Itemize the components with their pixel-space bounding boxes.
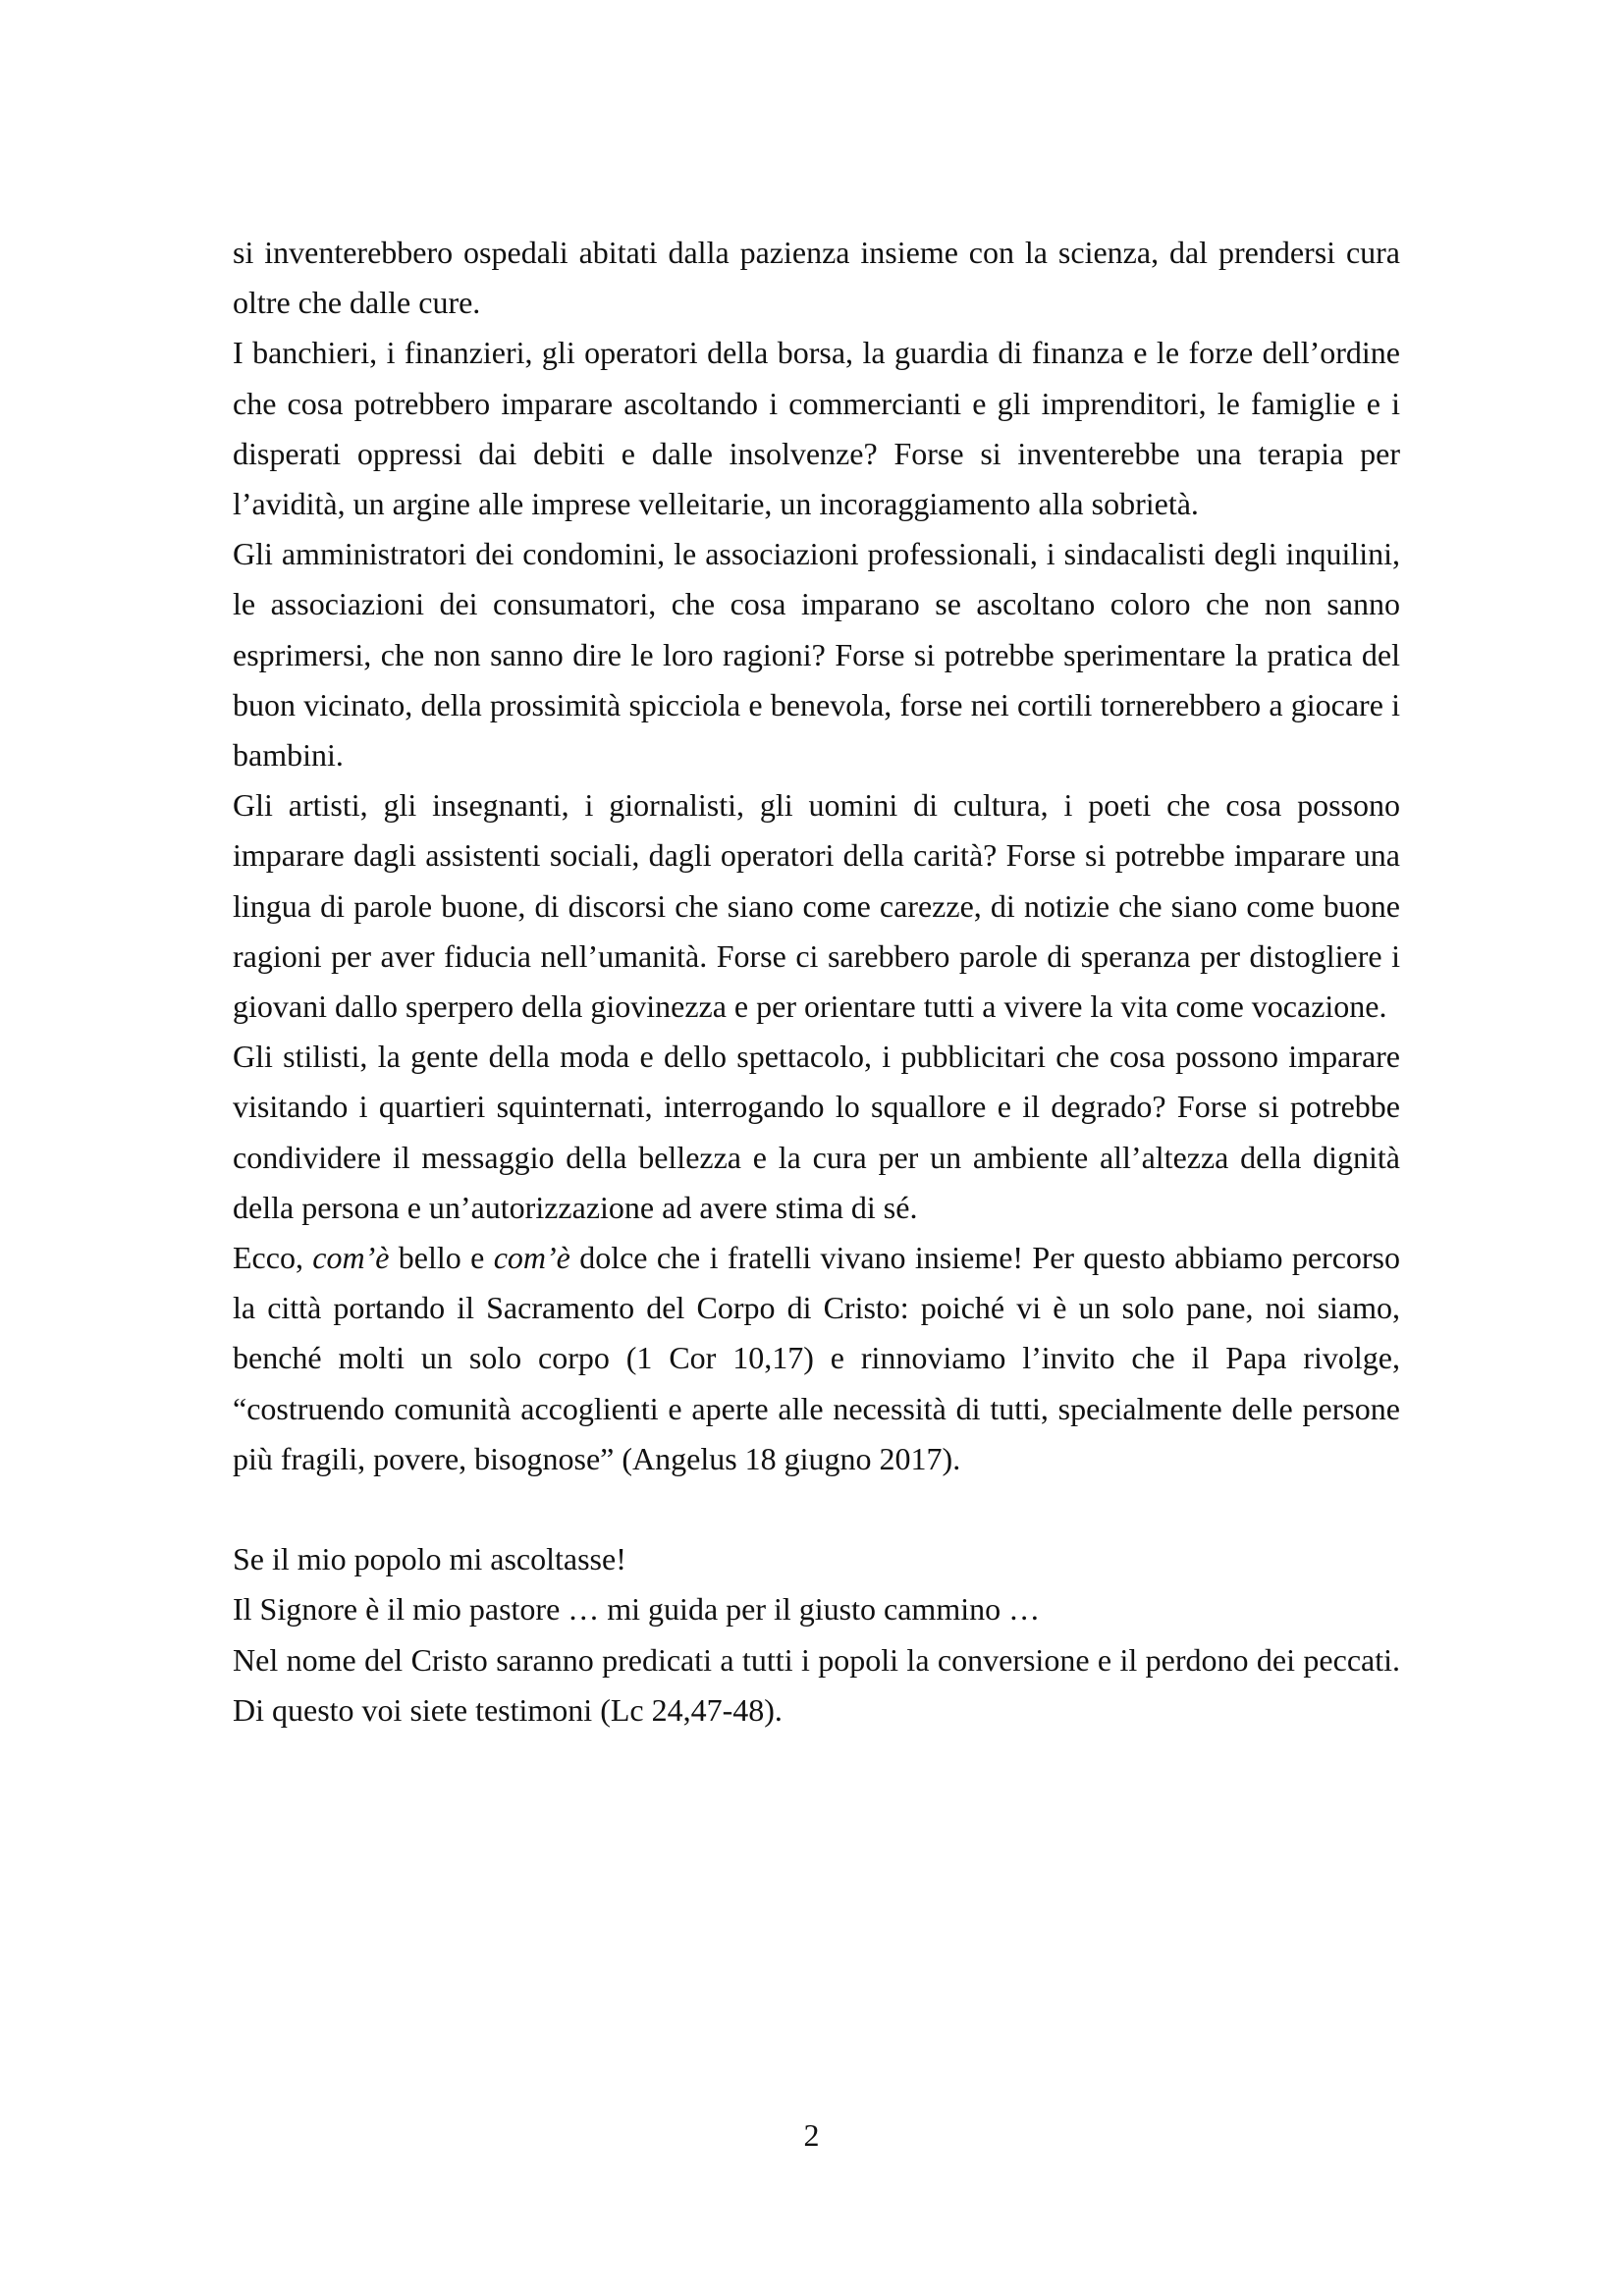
ecco-text-1: Ecco, — [233, 1240, 313, 1276]
paragraph-hospitals: si inventerebbero ospedali abitati dalla pazienza insieme con la scienza, dal prendersi cura oltre che dalle cure. — [233, 235, 1400, 321]
paragraph-ecco — [233, 1233, 1400, 1484]
document-body — [233, 228, 1400, 1735]
paragraph-artists: Gli artisti, gli insegnanti, i giornalisti, gli uomini di cultura, i poeti che cosa possono imparare dagli assistenti sociali, dagli operatori della carità? Forse si potrebbe imparare una lingua di parole buone, di discorsi che siano come carezze, di notizie che siano come buone ragioni per aver fiducia nell’umanità. Forse ci sarebbero parole di speranza per distogliere i giovani dallo sperpero della giovinezza e per orientare tutti a vivere la vita come vocazione. — [233, 787, 1400, 1025]
ecco-italic-1: com’è — [312, 1240, 390, 1276]
closing-line-popolo: Se il mio popolo mi ascoltasse! — [233, 1541, 626, 1577]
ecco-italic-2: com’è — [493, 1240, 570, 1276]
blank-line — [233, 1484, 1400, 1534]
page-number: 2 — [803, 2117, 820, 2153]
paragraph-bankers: I banchieri, i finanzieri, gli operatori della borsa, la guardia di finanza e le forze dell’ordine che cosa potrebbero imparare ascoltando i commercianti e gli imprenditori, le famiglie e i disperati oppressi dai debiti e dalle insolvenze? Forse si inventerebbe una terapia per l’avidità, un argine alle imprese velleitarie, un incoraggiamento alla sobrietà. — [233, 335, 1400, 522]
paragraph-stylists: Gli stilisti, la gente della moda e dello spettacolo, i pubblicitari che cosa possono imparare visitando i quartieri squinternati, interrogando lo squallore e il degrado? Forse si potrebbe condividere il messaggio della bellezza e la cura per un ambiente all’altezza della dignità della persona e un’autorizzazione ad avere stima di sé. — [233, 1039, 1400, 1225]
ecco-text-2: bello e — [389, 1240, 494, 1276]
paragraph-administrators: Gli amministratori dei condomini, le associazioni professionali, i sindacalisti degli inquilini, le associazioni dei consumatori, che cosa imparano se ascoltano coloro che non sanno esprimersi, che non sanno dire le loro ragioni? Forse si potrebbe sperimentare la pratica del buon vicinato, della prossimità spicciola e benevola, forse nei cortili tornerebbero a giocare i bambini. — [233, 536, 1400, 774]
paragraph-final: Nel nome del Cristo saranno predicati a tutti i popoli la conversione e il perdono dei peccati. Di questo voi siete testimoni (Lc 24,47-48). — [233, 1641, 1400, 1728]
closing-line-pastore: Il Signore è il mio pastore … mi guida per il giusto cammino … — [233, 1591, 1041, 1628]
ecco-text-3: dolce che i fratelli vivano insieme! Per questo abbiamo percorso la città portando il Sacramento del Corpo di Cristo: poiché vi è un solo pane, noi siamo, benché molti un solo corpo (1 Cor 10,17) e rinnoviamo l’invito che il Papa rivolge, “costruendo comunità accoglienti e aperte alle necessità di tutti, specialmente delle persone più fragili, povere, bisognose” (Angelus 18 giugno 2017). — [233, 1240, 1401, 1476]
